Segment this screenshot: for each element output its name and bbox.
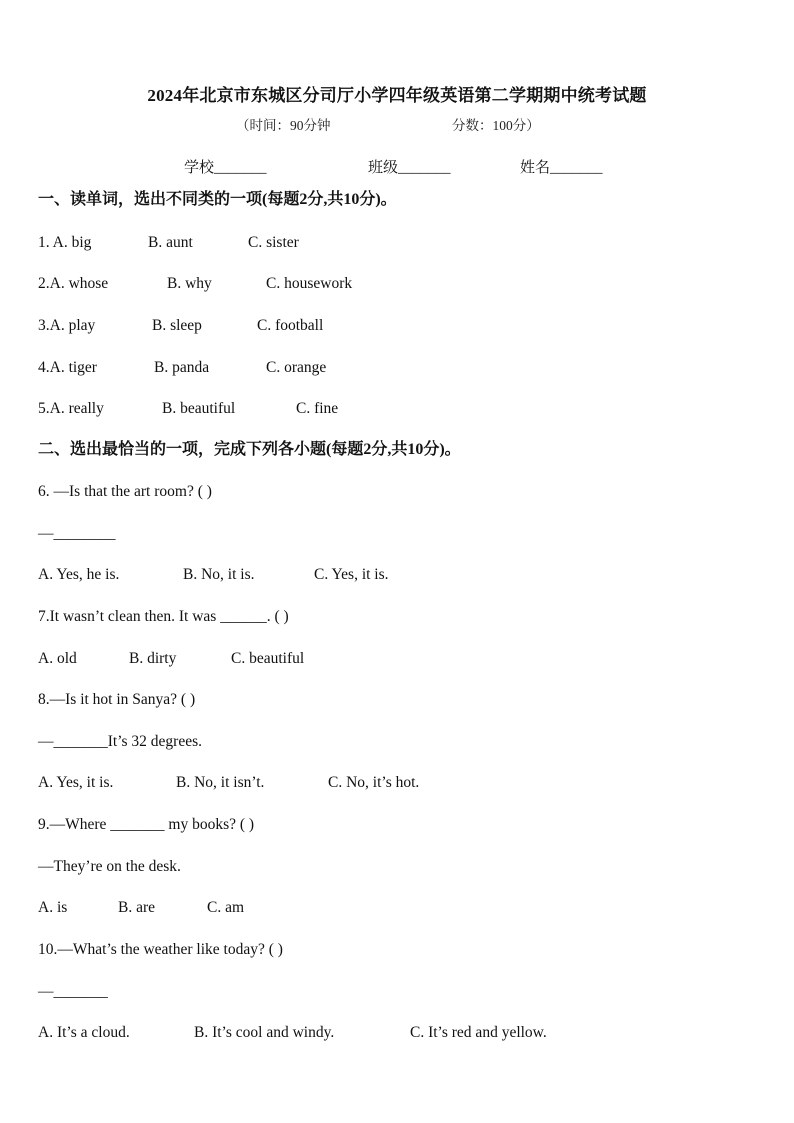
q8-option-a: A. Yes, it is.: [38, 774, 114, 791]
q10-option-c: C. It’s red and yellow.: [410, 1024, 547, 1041]
q9-option-b: B. are: [118, 899, 156, 916]
q5-option-c: C. fine: [296, 400, 339, 417]
q10-answer-line: —_______: [38, 983, 108, 1000]
q6-stem: 6. —Is that the art room? ( ): [38, 483, 212, 500]
q6-option-a: A. Yes, he is.: [38, 566, 120, 583]
q8-option-b: B. No, it isn’t.: [176, 774, 265, 791]
q10-stem: 10.—What’s the weather like today? ( ): [38, 941, 283, 958]
q9-answer-line: —They’re on the desk.: [38, 858, 181, 875]
q10-option-b: B. It’s cool and windy.: [194, 1024, 335, 1041]
q3-option-c: C. football: [257, 317, 324, 334]
q7-option-b: B. dirty: [129, 650, 177, 667]
q6-answer-line: —________: [38, 525, 116, 542]
q7-option-c: C. beautiful: [231, 650, 305, 667]
name-field: 姓名_______: [520, 160, 603, 176]
q9-option-c: C. am: [207, 899, 245, 916]
q2-option-b: B. why: [167, 275, 212, 292]
q9-option-a: A. is: [38, 899, 68, 916]
q6-option-c: C. Yes, it is.: [314, 566, 389, 583]
section1-heading: 一、读单词，选出不同类的一项(每题2分,共10分)。: [38, 191, 397, 208]
q4-option-c: C. orange: [266, 359, 327, 376]
q10-option-a: A. It’s a cloud.: [38, 1024, 130, 1041]
q1-option-c: C. sister: [248, 234, 299, 251]
q8-option-c: C. No, it’s hot.: [328, 774, 420, 791]
q4-option-b: B. panda: [154, 359, 210, 376]
q3-option-a: 3.A. play: [38, 317, 96, 334]
q7-option-a: A. old: [38, 650, 77, 667]
exam-score: 分数：100分）: [452, 118, 540, 133]
q7-stem: 7.It wasn’t clean then. It was ______. ( ): [38, 608, 289, 625]
q8-stem: 8.—Is it hot in Sanya? ( ): [38, 691, 196, 708]
q5-option-b: B. beautiful: [162, 400, 236, 417]
q2-option-c: C. housework: [266, 275, 353, 292]
school-field: 学校_______: [184, 160, 267, 176]
exam-time: （时间：90分钟: [236, 118, 331, 133]
q3-option-b: B. sleep: [152, 317, 202, 334]
q6-option-b: B. No, it is.: [183, 566, 255, 583]
class-field: 班级_______: [368, 160, 451, 176]
q9-stem: 9.—Where _______ my books? ( ): [38, 816, 255, 833]
q1-option-b: B. aunt: [148, 234, 193, 251]
q1-option-a: 1. A. big: [38, 234, 92, 251]
section2-heading: 二、选出最恰当的一项，完成下列各小题(每题2分,共10分)。: [38, 441, 461, 458]
exam-title: 2024年北京市东城区分司厅小学四年级英语第二学期期中统考试题: [147, 86, 647, 105]
q5-option-a: 5.A. really: [38, 400, 104, 417]
q8-answer-line: —_______It’s 32 degrees.: [38, 733, 203, 750]
q4-option-a: 4.A. tiger: [38, 359, 97, 376]
q2-option-a: 2.A. whose: [38, 275, 109, 292]
